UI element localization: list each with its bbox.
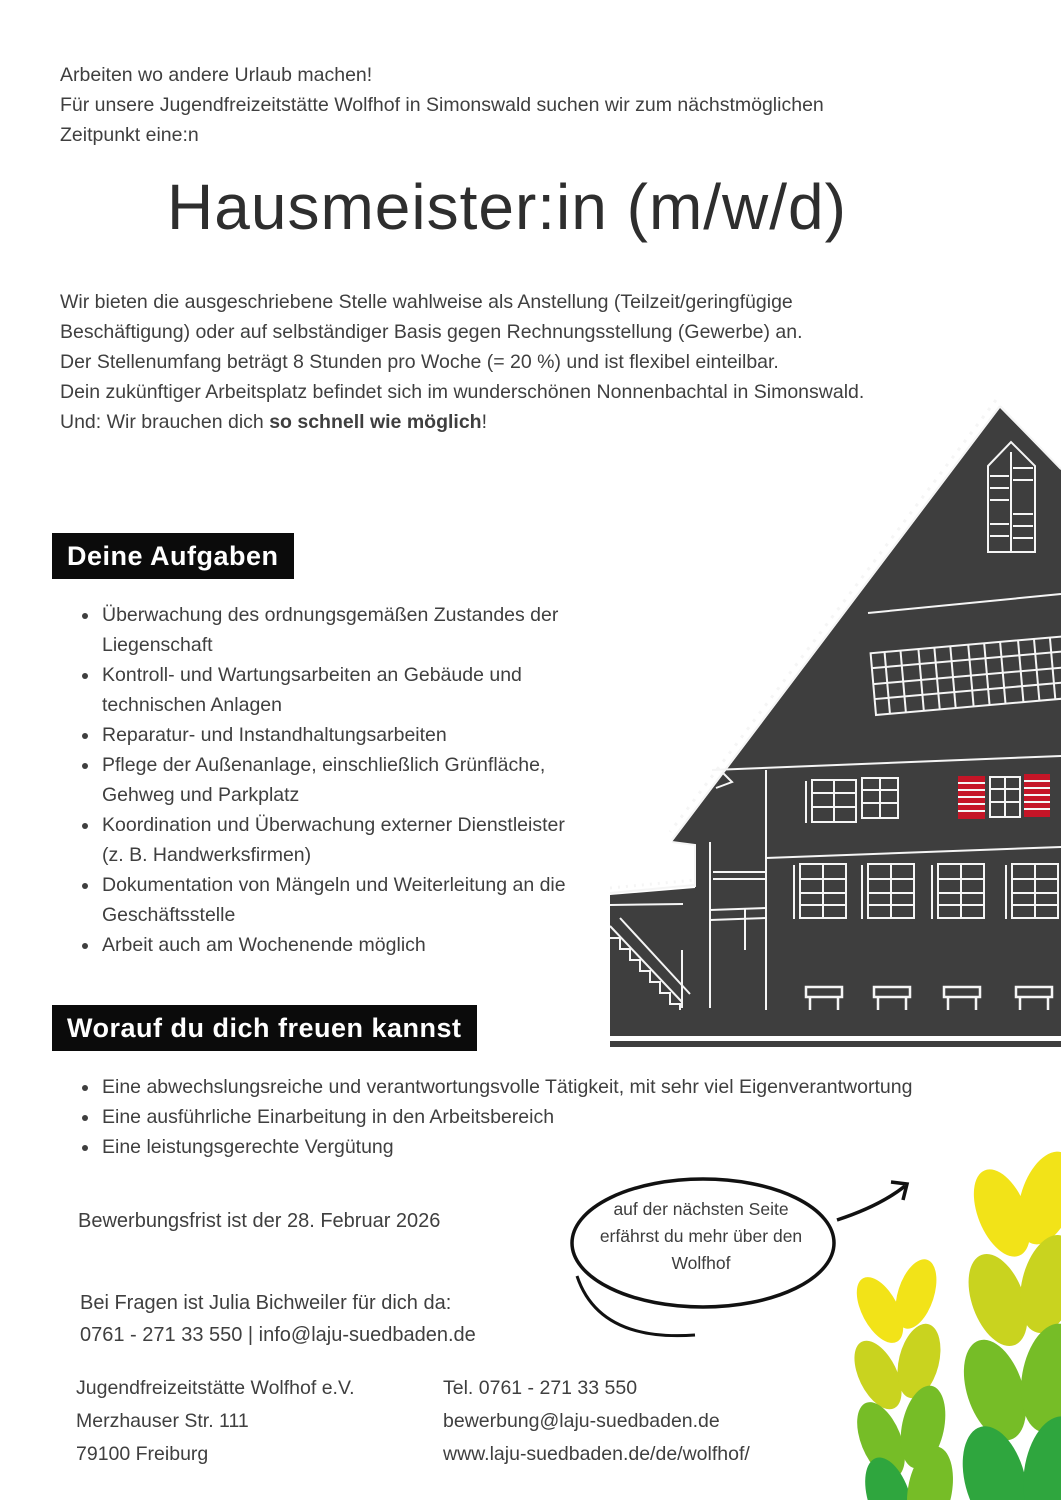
red-shutter-window [958,774,1050,819]
offer-last-pre: Und: Wir brauchen dich [60,411,270,433]
list-item: • Überwachung des ordnungsgemäßen Zustandes der Liegenschaft [100,600,570,660]
footer-email: bewerbung@laju-suedbaden.de [443,1410,720,1432]
section-heading-benefits: Worauf du dich freuen kannst [52,1005,477,1051]
footer-city: 79100 Freiburg [76,1443,209,1465]
speech-bubble-text [585,1196,817,1277]
footer-org: Jugendfreizeitstätte Wolfhof e.V. [76,1377,355,1399]
list-item: • Arbeit auch am Wochenende möglich [100,930,570,960]
footer-website: www.laju-suedbaden.de/de/wolfhof/ [443,1443,750,1465]
bubble-line: Wolfhof [671,1253,731,1273]
offer-line: Beschäftigung) oder auf selbständiger Basis gegen Rechnungsstellung (Gewerbe) an. [60,321,803,343]
offer-line: Wir bieten die ausgeschriebene Stelle wahlweise als Anstellung (Teilzeit/geringfügige [60,291,793,313]
offer-line: Dein zukünftiger Arbeitsplatz befindet sich im wunderschönen Nonnenbachtal in Simonswald. [60,381,865,403]
contact-phone-email: 0761 - 271 33 550 | info@laju-suedbaden.de [80,1324,476,1346]
list-item: • Eine abwechslungsreiche und verantwortungsvolle Tätigkeit, mit sehr viel Eigenverantwortung [100,1072,1061,1102]
footer-contact [443,1372,750,1471]
house-baseline [610,1041,1061,1047]
intro-line: Arbeiten wo andere Urlaub machen! [60,64,373,86]
wheat-leaves-decoration [840,1148,1061,1500]
aufgaben-list [60,600,570,960]
intro-line: Für unsere Jugendfreizeitstätte Wolfhof in Simonswald suchen wir zum nächstmöglichen [60,94,824,116]
leaf-stalk-right [952,1148,1061,1500]
bubble-line: erfährst du mehr über den [599,1226,803,1246]
application-deadline: Bewerbungsfrist ist der 28. Februar 2026 [78,1210,441,1232]
bubble-line: auf der nächsten Seite [613,1199,789,1219]
footer-address [76,1372,355,1471]
list-item: • Koordination und Überwachung externer Dienstleister (z. B. Handwerksfirmen) [100,810,570,870]
offer-line: Der Stellenumfang beträgt 8 Stunden pro Woche (= 20 %) und ist flexibel einteilbar. [60,351,779,373]
intro-text [60,60,960,150]
section-heading-aufgaben: Deine Aufgaben [52,533,294,579]
list-item: • Reparatur- und Instandhaltungsarbeiten [100,720,570,750]
leaf-stalk-left [845,1254,960,1500]
offer-last-post: ! [481,411,487,433]
house-base [610,1008,1061,1036]
list-item: • Eine ausführliche Einarbeitung in den Arbeitsbereich [100,1102,1061,1132]
list-item: • Kontroll- und Wartungsarbeiten an Gebäude und technischen Anlagen [100,660,570,720]
footer-street: Merzhauser Str. 111 [76,1410,249,1432]
house-body [610,408,1061,1010]
page-title: Hausmeister:in (m/w/d) [167,171,847,243]
footer-tel: Tel. 0761 - 271 33 550 [443,1377,638,1399]
house-illustration [610,390,1061,1050]
list-item: • Eine leistungsgerechte Vergütung [100,1132,1061,1162]
list-item: • Dokumentation von Mängeln und Weiterleitung an die Geschäftsstelle [100,870,570,930]
offer-last-bold: so schnell wie möglich [269,411,482,433]
contact-block [80,1287,476,1351]
list-item: • Pflege der Außenanlage, einschließlich Grünfläche, Gehweg und Parkplatz [100,750,570,810]
contact-person: Bei Fragen ist Julia Bichweiler für dich da: [80,1292,452,1314]
intro-line: Zeitpunkt eine:n [60,124,199,146]
